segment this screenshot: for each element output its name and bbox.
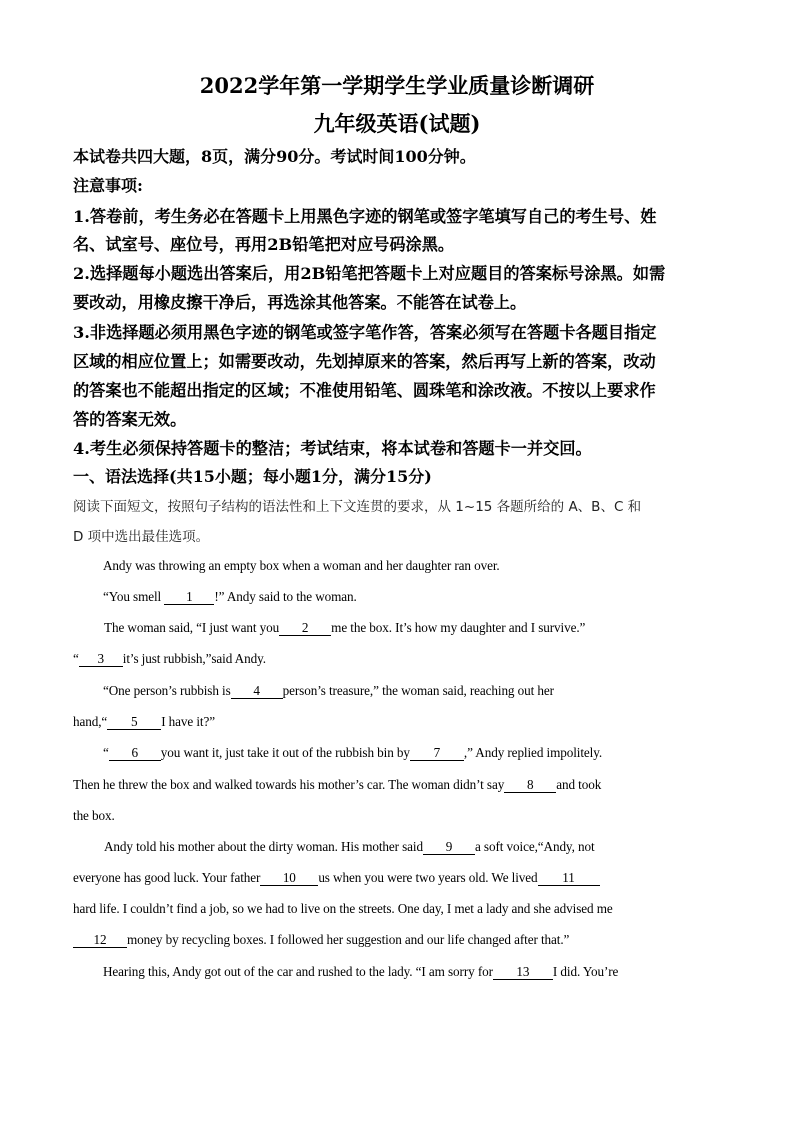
passage-text: Then he threw the box and walked towards his mother’s car. The woman didn’t say (73, 777, 505, 792)
section-instructions: D 项中选出最佳选项。 (73, 529, 210, 545)
blank-13: 13 (493, 965, 553, 980)
section-heading: 一、语法选择(共15小题；每小题1分，满分15分) (73, 467, 432, 486)
section-instructions: 阅读下面短文，按照句子结构的语法性和上下文连贯的要求，从 1~15 各题所给的 A、B、C 和 (73, 499, 642, 515)
passage-line: hard life. I couldn’t find a job, so we had to live on the streets. One day, I met a lady and she advised me (73, 901, 613, 916)
passage-line (104, 839, 595, 855)
blank-12: 12 (73, 933, 127, 948)
passage-line (104, 620, 585, 636)
note-line: 4.考生必须保持答题卡的整洁；考试结束，将本试卷和答题卡一并交回。 (73, 439, 592, 458)
blank-5: 5 (107, 715, 161, 730)
blank-10: 10 (260, 871, 318, 886)
passage-line (73, 714, 215, 730)
notes-heading: 注意事项: (73, 176, 143, 195)
passage-line (103, 745, 602, 761)
note-line: 3.非选择题必须用黑色字迹的钢笔或签字笔作答，答案必须写在答题卡各题目指定 (73, 323, 657, 342)
passage-text: “One person’s rubbish is (103, 683, 231, 698)
page-title: 2022学年第一学期学生学业质量诊断调研 (199, 73, 595, 98)
note-line: 名、试室号、座位号，再用2B铅笔把对应号码涂黑。 (73, 235, 455, 254)
passage-text: hand,“ (73, 714, 108, 729)
note-line: 要改动，用橡皮擦干净后，再选涂其他答案。不能答在试卷上。 (73, 293, 527, 312)
blank-4: 4 (231, 684, 283, 699)
blank-8: 8 (504, 778, 556, 793)
passage-line (73, 932, 569, 948)
passage-text: money by recycling boxes. I followed her suggestion and our life changed after that.” (127, 932, 570, 947)
exam-intro: 本试卷共四大题，8页，满分90分。考试时间100分钟。 (73, 147, 476, 166)
note-line: 答的答案无效。 (73, 410, 187, 429)
blank-11: 11 (538, 871, 600, 886)
blank-7: 7 (410, 746, 464, 761)
passage-text: Hearing this, Andy got out of the car and rushed to the lady. “I am sorry for (103, 964, 493, 979)
passage-text: I have it?” (161, 714, 216, 729)
passage-text: me the box. It’s how my daughter and I survive.” (331, 620, 586, 635)
passage-line: the box. (73, 808, 115, 823)
passage-text: ,” Andy replied impolitely. (463, 745, 603, 760)
passage-line (73, 777, 601, 793)
passage-text: you want it, just take it out of the rubbish bin by (160, 745, 410, 760)
note-line: 区域的相应位置上；如需要改动，先划掉原来的答案，然后再写上新的答案，改动 (73, 352, 656, 371)
note-line: 2.选择题每小题选出答案后，用2B铅笔把答题卡上对应题目的答案标号涂黑。如需 (73, 264, 666, 283)
page-subtitle: 九年级英语(试题) (313, 111, 481, 136)
passage-text: person’s treasure,” the woman said, reaching out her (282, 683, 554, 698)
passage-text: “ (73, 651, 79, 666)
passage-text: Andy told his mother about the dirty woman. His mother said (104, 839, 423, 854)
passage-text: us when you were two years old. We lived (318, 870, 538, 885)
passage-text: !” Andy said to the woman. (214, 589, 357, 604)
passage-text: everyone has good luck. Your father (73, 870, 261, 885)
blank-1: 1 (164, 590, 214, 605)
passage-line (73, 651, 266, 667)
passage-line (103, 964, 618, 980)
passage-line (73, 870, 600, 886)
passage-text: I did. You’re (552, 964, 619, 979)
passage-text: The woman said, “I just want you (104, 620, 280, 635)
blank-2: 2 (279, 621, 331, 636)
blank-6: 6 (109, 746, 161, 761)
passage-text: and took (556, 777, 602, 792)
passage-text: “ (103, 745, 109, 760)
note-line: 1.答卷前，考生务必在答题卡上用黑色字迹的钢笔或签字笔填写自己的考生号、姓 (73, 207, 657, 226)
passage-text: it’s just rubbish,”said Andy. (122, 651, 266, 666)
passage-line (103, 589, 357, 605)
passage-line: Andy was throwing an empty box when a woman and her daughter ran over. (103, 558, 500, 573)
passage-text: “You smell (103, 589, 165, 604)
note-line: 的答案也不能超出指定的区域；不准使用铅笔、圆珠笔和涂改液。不按以上要求作 (73, 381, 656, 400)
blank-3: 3 (79, 652, 123, 667)
blank-9: 9 (423, 840, 475, 855)
passage-text: a soft voice,“Andy, not (474, 839, 595, 854)
passage-line (103, 683, 554, 699)
